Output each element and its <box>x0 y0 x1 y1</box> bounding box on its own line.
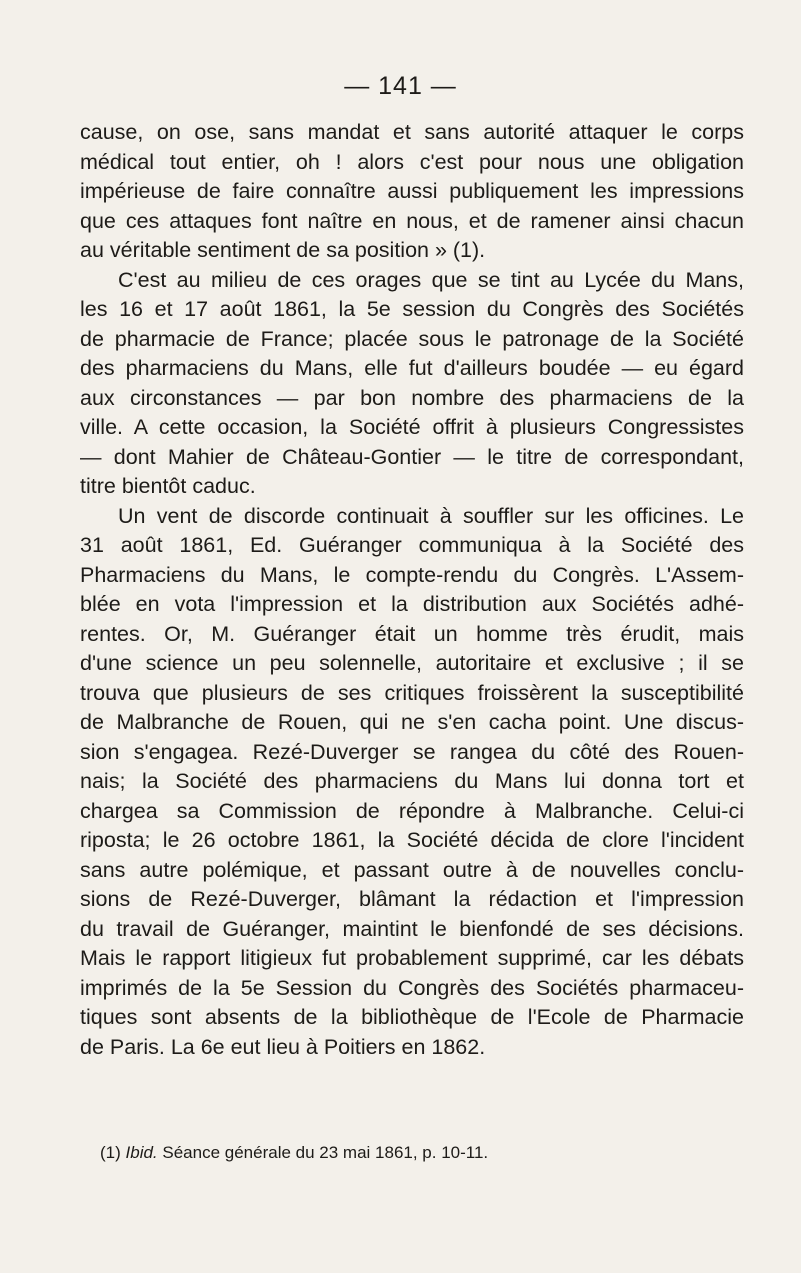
text-line: de Paris. La 6e eut lieu à Poitiers en 1862. <box>80 1034 486 1059</box>
text-line: 31 août 1861, Ed. Guéranger communiqua à la Société des <box>80 533 744 557</box>
text-line: que ces attaques font naître en nous, et de ramener ainsi chacun <box>80 208 744 233</box>
text-line: de pharmacie de France; placée sous le patronage de la Société <box>80 326 744 351</box>
text-line: trouva que plusieurs de ses critiques froissèrent la susceptibilité <box>80 680 744 705</box>
text-line: impérieuse de faire connaître aussi publiquement les impressions <box>80 179 744 203</box>
text-line: sion s'engagea. Rezé-Duverger se rangea du côté des Rouen- <box>80 739 744 764</box>
text-line: sans autre polémique, et passant outre à de nouvelles conclu- <box>80 857 744 882</box>
paragraph-start-line: Un vent de discorde continuait à souffler sur les officines. Le <box>118 503 744 528</box>
footnote-marker: (1) <box>100 1143 121 1162</box>
text-line: tiques sont absents de la bibliothèque de l'Ecole de Pharmacie <box>80 1005 744 1029</box>
text-line: chargea sa Commission de répondre à Malbranche. Celui-ci <box>80 798 744 823</box>
text-line: ville. A cette occasion, la Société offrit à plusieurs Congressistes <box>80 415 744 439</box>
text-line: les 16 et 17 août 1861, la 5e session du Congrès des Sociétés <box>80 297 744 321</box>
page-number: — 141 — <box>344 72 457 100</box>
paragraph-start-line: C'est au milieu de ces orages que se tint au Lycée du Mans, <box>118 267 744 292</box>
text-line: aux circonstances — par bon nombre des pharmaciens de la <box>80 385 744 410</box>
text-line: des pharmaciens du Mans, elle fut d'ailleurs boudée — eu égard <box>80 356 744 380</box>
text-line: Mais le rapport litigieux fut probablement supprimé, car les débats <box>80 946 744 970</box>
body-text <box>80 118 744 1062</box>
text-line: nais; la Société des pharmaciens du Mans lui donna tort et <box>80 769 744 793</box>
text-line: au véritable sentiment de sa position » (1). <box>80 238 486 262</box>
text-line: riposta; le 26 octobre 1861, la Société décida de clore l'incident <box>80 828 744 852</box>
text-line: de Malbranche de Rouen, qui ne s'en cacha point. Une discus- <box>80 710 744 734</box>
text-line: Pharmaciens du Mans, le compte-rendu du Congrès. L'Assem- <box>80 562 744 587</box>
text-line: rentes. Or, M. Guéranger était un homme très érudit, mais <box>80 621 744 646</box>
text-line: du travail de Guéranger, maintint le bienfondé de ses décisions. <box>80 916 744 941</box>
text-line: — dont Mahier de Château-Gontier — le titre de correspondant, <box>80 444 744 469</box>
text-line: d'une science un peu solennelle, autoritaire et exclusive ; il se <box>80 651 744 675</box>
footnote <box>100 1143 740 1163</box>
footnote-source: Ibid. <box>125 1143 158 1162</box>
text-line: médical tout entier, oh ! alors c'est pour nous une obligation <box>80 149 744 174</box>
text-line: titre bientôt caduc. <box>80 474 256 498</box>
footnote-text: Séance générale du 23 mai 1861, p. 10-11. <box>162 1143 489 1162</box>
text-line: blée en vota l'impression et la distribution aux Sociétés adhé- <box>80 592 744 616</box>
text-line: sions de Rezé-Duverger, blâmant la rédaction et l'impression <box>80 887 744 911</box>
text-line: imprimés de la 5e Session du Congrès des Sociétés pharmaceu- <box>80 975 744 1000</box>
text-line: cause, on ose, sans mandat et sans autorité attaquer le corps <box>80 120 744 144</box>
